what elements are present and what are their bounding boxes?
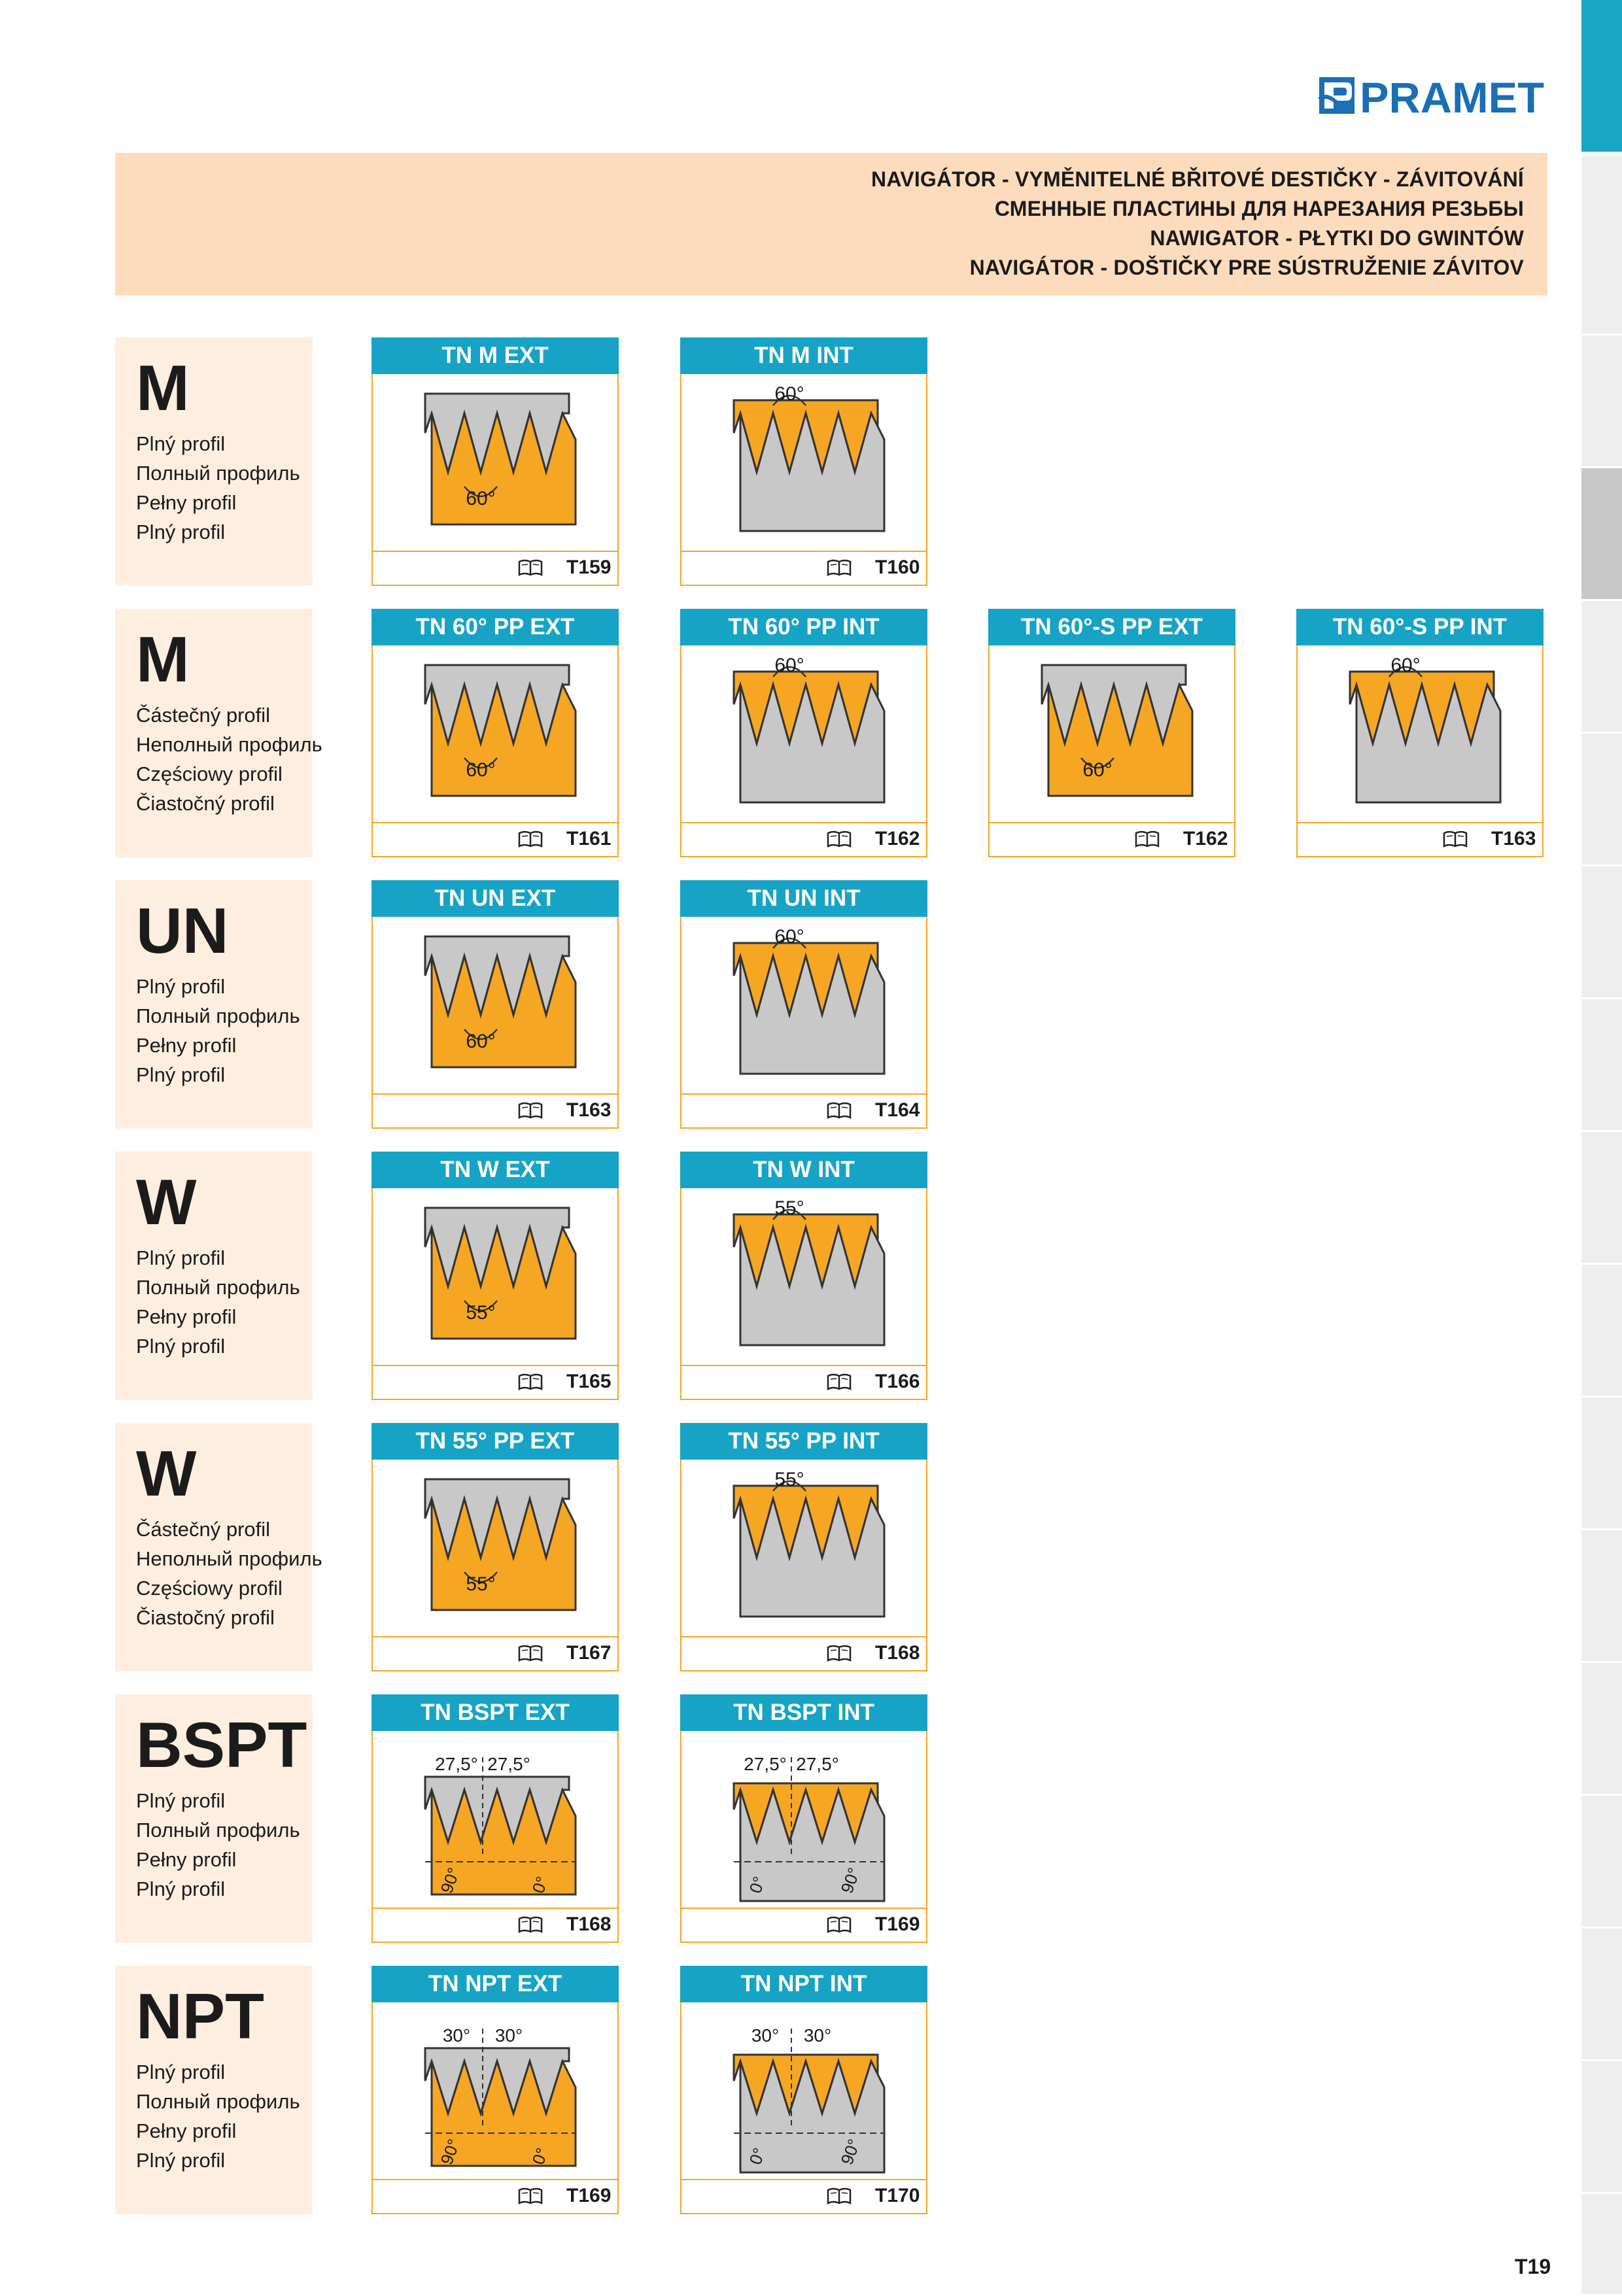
axis-angle-right: 90°	[837, 2136, 865, 2168]
profile-type-line: Pełny profil	[136, 491, 237, 514]
chapter-tab[interactable]	[1581, 1265, 1622, 1397]
card-footer	[682, 2179, 926, 2213]
profile-type-line: Plný profil	[136, 1877, 226, 1900]
chapter-tab[interactable]	[1581, 999, 1622, 1132]
page-reference[interactable]: T169	[566, 2185, 612, 2206]
page-reference[interactable]: T168	[566, 1913, 612, 1935]
card-footer	[373, 1908, 617, 1942]
book-icon[interactable]	[827, 830, 852, 848]
insert-card[interactable]	[371, 337, 619, 586]
card-footer	[373, 551, 617, 585]
thread-code: NPT	[136, 1980, 264, 2052]
insert-card[interactable]	[1296, 609, 1544, 857]
profile-type-line: Plný profil	[136, 975, 226, 998]
profile-type-list	[136, 972, 300, 1089]
book-icon[interactable]	[518, 558, 543, 577]
insert-title: TN 60°-S PP INT	[1296, 609, 1544, 645]
thread-profile-figure	[682, 374, 926, 551]
profile-row-label	[115, 1966, 313, 2214]
page-reference[interactable]: T162	[1183, 828, 1228, 849]
profile-type-line: Полный профиль	[136, 1276, 300, 1299]
book-icon[interactable]	[827, 558, 852, 577]
profile-row-label	[115, 609, 322, 857]
insert-card[interactable]	[680, 1966, 927, 2214]
profile-angle-label: 60°	[774, 655, 804, 676]
insert-title: TN W EXT	[371, 1152, 619, 1188]
profile-type-line: Полный профиль	[136, 462, 300, 485]
profile-type-list	[136, 429, 300, 547]
profile-type-line: Čiastočný profil	[136, 792, 275, 815]
axis-angle-left: 0°	[745, 1874, 770, 1896]
insert-title: TN 60° PP INT	[680, 609, 927, 645]
insert-title: TN UN EXT	[371, 880, 619, 917]
profile-type-line: Pełny profil	[136, 1034, 237, 1057]
insert-card[interactable]	[680, 609, 927, 857]
card-footer	[373, 1636, 617, 1670]
book-icon[interactable]	[518, 1373, 543, 1391]
thread-profile-figure	[373, 645, 617, 822]
axis-angle-right: 0°	[528, 1874, 553, 1896]
chapter-tab[interactable]	[1581, 1928, 1622, 2061]
book-icon[interactable]	[518, 1915, 543, 1934]
profile-type-line: Částečný profil	[136, 1518, 271, 1541]
profile-angle-label: 55°	[774, 1469, 804, 1490]
banner-title-cz: NAVIGÁTOR - VYMĚNITELNÉ BŘITOVÉ DESTIČKY - ZÁVITOVÁNÍ	[871, 167, 1524, 191]
insert-title: TN BSPT INT	[680, 1694, 927, 1731]
section-banner	[115, 153, 1547, 296]
insert-card[interactable]	[371, 1966, 619, 2214]
profile-angle-label: 60°	[466, 1031, 496, 1052]
banner-title-sk: NAVIGÁTOR - DOŠTIČKY PRE SÚSTRUŽENIE ZÁVITOV	[969, 256, 1524, 279]
thread-profile-figure	[373, 2002, 617, 2179]
axis-angle-left: 90°	[436, 2136, 464, 2168]
chapter-tab[interactable]	[1581, 1663, 1622, 1796]
page-reference[interactable]: T161	[566, 828, 612, 849]
card-footer	[682, 822, 926, 856]
card-footer	[373, 822, 617, 856]
logo-wordmark: PRAMET	[1360, 73, 1544, 119]
page-reference[interactable]: T168	[875, 1642, 920, 1664]
profile-type-line: Pełny profil	[136, 1305, 237, 1328]
page-reference[interactable]: T170	[875, 2185, 920, 2206]
insert-title: TN 60° PP EXT	[371, 609, 619, 645]
thread-profile-figure	[1298, 645, 1542, 822]
chapter-tab-strip	[1581, 0, 1622, 2294]
profile-type-line: Plný profil	[136, 1335, 226, 1358]
profile-type-line: Čiastočný profil	[136, 1606, 275, 1629]
chapter-tab[interactable]	[1581, 335, 1622, 468]
thread-profile-figure	[682, 645, 926, 822]
axis-angle-left: 0°	[745, 2145, 770, 2168]
profile-type-line: Częściowy profil	[136, 762, 283, 785]
book-icon[interactable]	[518, 2187, 543, 2205]
pramet-logo	[1318, 73, 1547, 119]
page-reference[interactable]: T162	[875, 828, 920, 849]
profile-type-line: Полный профиль	[136, 1004, 300, 1027]
chapter-tab[interactable]	[1581, 1397, 1622, 1530]
profile-angle-label: 60°	[1082, 759, 1113, 781]
book-icon[interactable]	[827, 1915, 852, 1934]
thread-code: W	[136, 1166, 197, 1238]
thread-profile-figure	[682, 1731, 926, 1908]
insert-card[interactable]	[371, 609, 619, 857]
card-footer	[682, 1093, 926, 1127]
axis-angle-right: 0°	[528, 2145, 553, 2168]
chapter-tab[interactable]	[1581, 2194, 1622, 2296]
chapter-tab-active[interactable]	[1581, 0, 1622, 154]
book-icon[interactable]	[518, 1644, 543, 1662]
profile-type-list	[136, 1243, 300, 1361]
insert-card[interactable]	[371, 880, 619, 1129]
profile-type-list	[136, 1786, 300, 1904]
insert-title: TN W INT	[680, 1152, 927, 1188]
page-reference[interactable]: T167	[566, 1642, 612, 1664]
card-footer	[373, 1093, 617, 1127]
insert-title: TN 55° PP EXT	[371, 1423, 619, 1460]
chapter-tab[interactable]	[1581, 1132, 1622, 1265]
book-icon[interactable]	[1443, 830, 1468, 848]
profile-type-line: Pełny profil	[136, 1848, 237, 1871]
chapter-tab[interactable]	[1581, 866, 1622, 999]
profile-angle-label: 60°	[466, 759, 496, 781]
book-icon[interactable]	[827, 1644, 852, 1662]
profile-type-line: Неполный профиль	[136, 1547, 322, 1570]
profile-type-line: Plný profil	[136, 432, 226, 455]
card-footer	[682, 551, 926, 585]
thread-profile-figure	[990, 645, 1234, 822]
thread-profile-figure	[682, 1188, 926, 1365]
profile-type-list	[136, 700, 322, 818]
thread-profile-figure	[682, 2002, 926, 2179]
flank-angle-right: 27,5°	[487, 1754, 530, 1774]
page-reference[interactable]: T163	[1491, 828, 1536, 849]
profile-type-line: Pełny profil	[136, 2119, 237, 2142]
book-icon[interactable]	[827, 1101, 852, 1120]
flank-angle-left: 30°	[751, 2025, 780, 2046]
card-footer	[373, 2179, 617, 2213]
insert-title: TN 55° PP INT	[680, 1423, 927, 1460]
insert-title: TN UN INT	[680, 880, 927, 917]
book-icon[interactable]	[518, 830, 543, 848]
profile-angle-label: 60°	[774, 926, 804, 948]
thread-profile-figure	[373, 374, 617, 551]
flank-angle-left: 30°	[442, 2025, 471, 2046]
insert-card[interactable]	[371, 1694, 619, 1943]
profile-type-list	[136, 2057, 300, 2175]
logo-mark-icon	[1319, 77, 1355, 114]
page-reference[interactable]: T160	[875, 557, 920, 578]
flank-angle-right: 30°	[803, 2025, 832, 2046]
thread-profile-figure	[373, 1731, 617, 1908]
insert-card[interactable]	[988, 609, 1235, 857]
card-footer	[682, 1636, 926, 1670]
card-footer	[1298, 822, 1542, 856]
insert-title: TN NPT EXT	[371, 1966, 619, 2002]
page-reference[interactable]: T159	[566, 557, 612, 578]
chapter-tab[interactable]	[1581, 2061, 1622, 2194]
book-icon[interactable]	[827, 1373, 852, 1391]
profile-row-label	[115, 1423, 322, 1671]
flank-angle-left: 27,5°	[744, 1754, 787, 1774]
insert-card[interactable]	[680, 1423, 927, 1671]
card-footer	[682, 1908, 926, 1942]
profile-type-line: Plný profil	[136, 1789, 226, 1812]
chapter-tab[interactable]	[1581, 734, 1622, 866]
profile-type-line: Částečný profil	[136, 704, 271, 727]
thread-code: M	[136, 352, 190, 424]
card-footer	[990, 822, 1234, 856]
chapter-tab[interactable]	[1581, 601, 1622, 734]
profile-row-label	[115, 880, 313, 1129]
profile-row-label	[115, 1694, 313, 1943]
page-reference[interactable]: T165	[566, 1371, 612, 1392]
flank-angle-right: 30°	[494, 2025, 523, 2046]
profile-type-line: Plný profil	[136, 2149, 226, 2172]
profile-type-line: Полный профиль	[136, 1819, 300, 1842]
page-reference[interactable]: T163	[566, 1099, 612, 1121]
profile-angle-label: 60°	[1390, 655, 1421, 676]
banner-title-ru: СМЕННЫЕ ПЛАСТИНЫ ДЛЯ НАРЕЗАНИЯ РЕЗЬБЫ	[994, 197, 1524, 220]
insert-title: TN M EXT	[371, 337, 619, 374]
chapter-tab-current[interactable]	[1581, 468, 1622, 601]
insert-title: TN NPT INT	[680, 1966, 927, 2002]
insert-card[interactable]	[371, 1423, 619, 1671]
page-number: T19	[1515, 2255, 1551, 2278]
profile-type-line: Plný profil	[136, 1246, 226, 1269]
profile-type-line: Plný profil	[136, 521, 226, 543]
thread-code: BSPT	[136, 1709, 307, 1781]
page-reference[interactable]: T166	[875, 1371, 920, 1392]
thread-profile-figure	[682, 917, 926, 1093]
thread-profile-figure	[373, 917, 617, 1093]
profile-type-line: Plný profil	[136, 2061, 226, 2083]
card-footer	[682, 1365, 926, 1399]
flank-angle-left: 27,5°	[435, 1754, 478, 1774]
profile-angle-label: 55°	[466, 1573, 496, 1595]
insert-card[interactable]	[680, 1694, 927, 1943]
banner-title-pl: NAWIGATOR - PŁYTKI DO GWINTÓW	[1150, 226, 1524, 250]
insert-card[interactable]	[680, 337, 927, 586]
axis-angle-left: 90°	[436, 1864, 464, 1896]
profile-angle-label: 55°	[466, 1302, 496, 1324]
book-icon[interactable]	[518, 1101, 543, 1120]
profile-type-line: Plný profil	[136, 1063, 226, 1086]
insert-card[interactable]	[371, 1152, 619, 1400]
profile-angle-label: 60°	[774, 383, 804, 405]
profile-angle-label: 55°	[774, 1197, 804, 1219]
insert-card[interactable]	[680, 880, 927, 1129]
book-icon[interactable]	[1135, 830, 1160, 848]
insert-title: TN BSPT EXT	[371, 1694, 619, 1731]
axis-angle-right: 90°	[837, 1864, 865, 1896]
page-reference[interactable]: T169	[875, 1913, 920, 1935]
thread-profile-figure	[373, 1460, 617, 1636]
profile-angle-label: 60°	[466, 488, 496, 509]
insert-title: TN 60°-S PP EXT	[988, 609, 1235, 645]
profile-row-label	[115, 337, 313, 586]
profile-type-line: Полный профиль	[136, 2090, 300, 2113]
thread-code: W	[136, 1437, 197, 1509]
profile-type-list	[136, 1515, 322, 1632]
chapter-tab[interactable]	[1581, 1530, 1622, 1663]
profile-row-label	[115, 1152, 313, 1400]
chapter-tab[interactable]	[1581, 157, 1622, 335]
thread-profile-figure	[373, 1188, 617, 1365]
page-reference[interactable]: T164	[875, 1099, 920, 1121]
thread-profile-figure	[682, 1460, 926, 1636]
insert-title: TN M INT	[680, 337, 927, 374]
flank-angle-right: 27,5°	[796, 1754, 839, 1774]
thread-code: M	[136, 623, 190, 695]
insert-card[interactable]	[680, 1152, 927, 1400]
card-footer	[373, 1365, 617, 1399]
book-icon[interactable]	[827, 2187, 852, 2205]
profile-type-line: Częściowy profil	[136, 1577, 283, 1600]
chapter-tab[interactable]	[1581, 1796, 1622, 1928]
profile-type-line: Неполный профиль	[136, 733, 322, 756]
thread-code: UN	[136, 895, 229, 967]
